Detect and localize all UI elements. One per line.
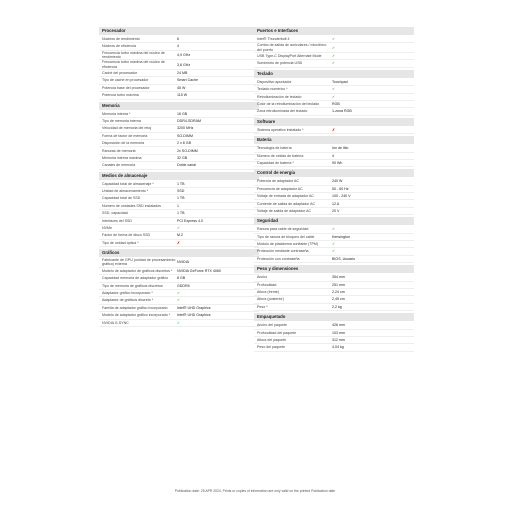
spec-label: Unidad de almacenamiento * <box>102 189 149 194</box>
section-heading: Empaquetado <box>254 313 414 321</box>
spec-value: 103 mm <box>332 330 345 335</box>
spec-label: Memoria interna máxima <box>102 155 142 160</box>
spec-label: Memoria interna * <box>102 111 131 116</box>
spec-value: 2,2 kg <box>332 304 342 309</box>
spec-label: Canales de memoria <box>102 163 136 168</box>
spec-row <box>99 305 259 312</box>
spec-label: Dispositivo apuntador <box>257 79 292 84</box>
check-icon: ✓ <box>332 87 336 92</box>
spec-row <box>254 60 414 67</box>
spec-row <box>99 181 259 188</box>
check-icon: ✓ <box>332 227 336 232</box>
check-icon: ✓ <box>332 37 336 42</box>
spec-label: Capacidad memoria de adaptador gráfico <box>102 276 169 281</box>
spec-row <box>99 312 259 319</box>
section-procesador <box>99 27 259 100</box>
right-column <box>254 27 414 354</box>
spec-row <box>99 36 259 43</box>
spec-value: 1 <box>177 203 179 208</box>
spec-label: Color de la retroiluminación del teclado <box>257 101 320 106</box>
spec-row <box>254 101 414 108</box>
check-icon: ✓ <box>332 94 336 99</box>
spec-value: 3,6 GHz <box>177 62 191 67</box>
check-icon: ✓ <box>332 54 336 59</box>
spec-label: Capacidad de batería * <box>257 160 294 165</box>
spec-label: Sistema operativo instalado * <box>257 127 304 132</box>
spec-row <box>99 70 259 77</box>
spec-value: 1 TB <box>177 211 185 216</box>
spec-row <box>254 186 414 193</box>
spec-label: Ranura para cable de seguridad <box>257 227 309 232</box>
spec-row <box>99 290 259 297</box>
spec-label: Ancho <box>257 275 268 280</box>
spec-row <box>254 108 414 115</box>
spec-value: 6 <box>177 37 179 42</box>
spec-value: RGB <box>332 101 340 106</box>
spec-row <box>99 51 259 61</box>
spec-value: BIOS, Usuario <box>332 256 355 261</box>
spec-label: Profundidad <box>257 282 277 287</box>
spec-value: 426 mm <box>332 323 345 328</box>
spec-row <box>254 344 414 351</box>
spec-value: 2 x 8 GB <box>177 141 191 146</box>
spec-value: 115 W <box>177 93 188 98</box>
spec-row <box>254 337 414 344</box>
spec-row <box>99 77 259 84</box>
section-medios-de-almacenaje <box>99 172 259 248</box>
spec-value: Touchpad <box>332 79 348 84</box>
section-heading: Peso y dimensiones <box>254 265 414 273</box>
spec-value: SSD <box>177 189 185 194</box>
spec-row <box>254 36 414 43</box>
spec-row <box>99 162 259 169</box>
spec-value: 312 mm <box>332 337 345 342</box>
spec-row <box>99 60 259 70</box>
spec-row <box>254 256 414 263</box>
spec-label: Fabricante de GPU (unidad de procesamiento gráfico) externa <box>102 258 176 267</box>
spec-row <box>254 160 414 167</box>
spec-label: Intel® Thunderbolt 4 <box>257 37 290 42</box>
spec-row <box>254 127 414 134</box>
spec-label: Potencia base del procesador <box>102 85 150 90</box>
spec-value: 50 - 60 Hz <box>332 186 349 191</box>
spec-row <box>99 118 259 125</box>
spec-value: 20 V <box>332 208 340 213</box>
spec-label: Tipo de ranura de bloqueo del cable <box>257 234 315 239</box>
section-puertos-e-interfaces <box>254 27 414 68</box>
check-icon: ✓ <box>332 242 336 247</box>
spec-label: Protección con contraseña <box>257 256 300 261</box>
section-software <box>254 118 414 134</box>
spec-label: Teclado numérico * <box>257 87 288 92</box>
spec-value: 45 W <box>177 85 186 90</box>
spec-value: NVIDIA <box>177 260 189 265</box>
spec-row <box>99 43 259 50</box>
spec-row <box>254 248 414 255</box>
spec-value: 32 GB <box>177 155 188 160</box>
spec-row <box>254 153 414 160</box>
spec-row <box>254 178 414 185</box>
spec-label: Interfaces del SSD <box>102 218 132 223</box>
spec-label: Núcleos de rendimiento <box>102 37 140 42</box>
spec-label: Adaptador gráfico incorporado * <box>102 290 153 295</box>
spec-label: Altura (frente) <box>257 290 279 295</box>
spec-label: Ranuras de memoria <box>102 148 136 153</box>
spec-value: 8 GB <box>177 276 186 281</box>
spec-row <box>99 140 259 147</box>
spec-label: Disposición de la memoria <box>102 141 145 146</box>
spec-label: Profundidad del paquete <box>257 330 297 335</box>
section-heading: Control de energía <box>254 169 414 177</box>
spec-label: Capacidad total de almacenaje * <box>102 181 154 186</box>
spec-label: Tecnología de batería <box>257 146 292 151</box>
spec-value: 2,24 cm <box>332 290 345 295</box>
spec-value: 240 W <box>332 179 343 184</box>
spec-row <box>99 320 259 327</box>
spec-row <box>254 226 414 233</box>
spec-row <box>254 208 414 215</box>
spec-row <box>254 282 414 289</box>
spec-label: Tipo de memoria interna <box>102 118 141 123</box>
spec-label: Combo de salida de auriculares / micrófono del puerto <box>257 43 327 52</box>
spec-label: Altura (posterior) <box>257 297 284 302</box>
section-heading: Teclado <box>254 70 414 78</box>
spec-label: Forma de factor de memoria <box>102 133 148 138</box>
spec-row <box>254 274 414 281</box>
spec-row <box>254 234 414 241</box>
spec-row <box>254 241 414 248</box>
section-heading: Medios de almacenaje <box>99 172 259 180</box>
cross-icon: ✗ <box>177 240 181 245</box>
spec-row <box>254 200 414 207</box>
spec-row <box>254 86 414 93</box>
check-icon: ✓ <box>332 249 336 254</box>
spec-value: NVIDIA GeForce RTX 4060 <box>177 268 221 273</box>
spec-value: 4,04 kg <box>332 345 344 350</box>
spec-label: Velocidad de memoria del reloj <box>102 126 152 131</box>
spec-row <box>99 155 259 162</box>
spec-value: DDR4-SDRAM <box>177 118 201 123</box>
spec-row <box>99 240 259 247</box>
spec-label: Altura del paquete <box>257 337 287 342</box>
spec-label: Ancho del paquete <box>257 323 287 328</box>
spec-label: Módulo de plataforma confiable (TPM) <box>257 242 319 247</box>
spec-value: Intel® UHD Graphics <box>177 313 211 318</box>
check-icon: ✓ <box>177 298 181 303</box>
spec-value: 1 TB <box>177 196 185 201</box>
spec-row <box>99 225 259 232</box>
spec-value: 2x SO-DIMM <box>177 148 198 153</box>
spec-value: 16 GB <box>177 111 188 116</box>
check-icon: ✓ <box>177 226 181 231</box>
spec-label: Frecuencia turbo máxima del núcleo de eficiencia <box>102 60 165 69</box>
check-icon: ✓ <box>332 45 336 50</box>
publication-footer: Publication date: 25 APR 2024. Prints or copies of information are only valid on the printed Publication date <box>174 489 336 493</box>
spec-label: USB Type-C DisplayPort Alternate Mode <box>257 54 322 59</box>
spec-value: SO-DIMM <box>177 133 193 138</box>
spec-row <box>254 322 414 329</box>
spec-value: Doble canal <box>177 163 196 168</box>
section-heading: Procesador <box>99 27 259 35</box>
spec-value: Kensington <box>332 234 350 239</box>
spec-label: Tipo de memoria de gráficos discretos <box>102 283 163 288</box>
check-icon: ✓ <box>177 290 181 295</box>
section-peso-y-dimensiones <box>254 265 414 311</box>
spec-value: 251 mm <box>332 282 345 287</box>
spec-value: 24 MB <box>177 71 188 76</box>
section-heading: Memoria <box>99 102 259 110</box>
spec-label: Frecuencia turbo máxima del núcleo de rendimiento <box>102 50 165 60</box>
spec-label: SSD, capacidad <box>102 211 128 216</box>
spec-label: Retroiluminación de teclado <box>257 94 302 99</box>
section-heading: Gráficos <box>99 249 259 257</box>
spec-row <box>99 297 259 304</box>
spec-label: Zona retroiluminada del teclado <box>257 109 308 114</box>
section-heading: Seguridad <box>254 217 414 225</box>
spec-row <box>254 330 414 337</box>
spec-value: 12 A <box>332 201 340 206</box>
cross-icon: ✗ <box>332 127 336 132</box>
spec-row <box>254 304 414 311</box>
spec-value: M.2 <box>177 233 183 238</box>
spec-row <box>99 195 259 202</box>
spec-value: 100 - 240 V <box>332 194 351 199</box>
spec-row <box>99 125 259 132</box>
section-teclado <box>254 70 414 116</box>
spec-label: Capacidad total de SSD <box>102 196 141 201</box>
spec-row <box>254 145 414 152</box>
spec-value: PCI Express 4.0 <box>177 218 203 223</box>
section-control-de-energia <box>254 169 414 215</box>
spec-row <box>99 258 259 268</box>
spec-label: Tipo de unidad óptica * <box>102 240 139 245</box>
spec-row <box>99 188 259 195</box>
spec-label: Modelo de adaptador gráfico incorporado * <box>102 313 171 318</box>
spec-row <box>99 268 259 275</box>
section-bateria <box>254 136 414 167</box>
spec-row <box>254 53 414 60</box>
spec-label: Peso del paquete <box>257 345 285 350</box>
spec-value: 1-zona RGB <box>332 109 352 114</box>
spec-row <box>99 203 259 210</box>
spec-value: 1 TB <box>177 181 185 186</box>
spec-label: Familia de adaptador gráfico incorporado <box>102 305 168 310</box>
spec-row <box>254 193 414 200</box>
spec-label: NVIDIA G-SYNC <box>102 320 129 325</box>
spec-label: Potencia de adaptador AC <box>257 179 299 184</box>
spec-value: GDDR6 <box>177 283 190 288</box>
spec-value: 90 Wh <box>332 160 343 165</box>
spec-label: Peso * <box>257 304 268 309</box>
spec-label: Corriente de salida de adaptador AC <box>257 201 316 206</box>
spec-row <box>99 218 259 225</box>
section-seguridad <box>254 217 414 263</box>
spec-row <box>99 210 259 217</box>
spec-value: Smart Cache <box>177 78 198 83</box>
spec-label: Factor de forma de disco SSD <box>102 233 151 238</box>
spec-value: 2,49 cm <box>332 297 345 302</box>
spec-label: Voltaje de salida de adaptador AC <box>257 208 312 213</box>
spec-row <box>254 296 414 303</box>
section-heading: Software <box>254 118 414 126</box>
section-memoria <box>99 102 259 170</box>
spec-label: Suministro de potencia USB <box>257 61 302 66</box>
spec-label: Modelo de adaptador de gráficos discretos * <box>102 268 173 273</box>
spec-value: 4,9 GHz <box>177 52 191 57</box>
spec-value: 4 <box>332 153 334 158</box>
spec-value: Ión de litio <box>332 146 349 151</box>
spec-row <box>99 85 259 92</box>
spec-value: 354 mm <box>332 275 345 280</box>
spec-row <box>99 92 259 99</box>
spec-value: 3200 MHz <box>177 126 194 131</box>
spec-row <box>254 94 414 101</box>
section-heading: Batería <box>254 136 414 144</box>
left-column <box>99 27 259 329</box>
spec-row <box>99 232 259 239</box>
section-graficos <box>99 249 259 327</box>
spec-label: NVMe <box>102 226 112 231</box>
spec-value: 4 <box>177 44 179 49</box>
check-icon: ✓ <box>177 320 181 325</box>
spec-row <box>254 79 414 86</box>
spec-label: Voltaje de entrada de adaptador AC <box>257 194 314 199</box>
spec-label: Adaptador de gráficos discreto * <box>102 298 154 303</box>
check-icon: ✓ <box>332 61 336 66</box>
spec-value: Intel® UHD Graphics <box>177 305 211 310</box>
spec-row <box>99 275 259 282</box>
section-heading: Puertos e Interfaces <box>254 27 414 35</box>
spec-row <box>99 283 259 290</box>
spec-label: Frecuencia de adaptador AC <box>257 186 303 191</box>
section-empaquetado <box>254 313 414 352</box>
spec-label: Número de celdas de batería <box>257 153 304 158</box>
spec-label: Caché del procesador <box>102 71 138 76</box>
spec-label: Potencia turbo máxima <box>102 93 139 98</box>
spec-row <box>99 111 259 118</box>
spec-label: Tipo de caché en procesador <box>102 78 149 83</box>
spec-row <box>99 147 259 154</box>
spec-row <box>254 289 414 296</box>
spec-label: Protección mediante contraseña <box>257 249 309 254</box>
spec-label: Núcleos de eficiencia <box>102 44 136 49</box>
spec-row <box>254 43 414 53</box>
spec-row <box>99 133 259 140</box>
spec-label: Número de unidades SSD instalados <box>102 203 161 208</box>
